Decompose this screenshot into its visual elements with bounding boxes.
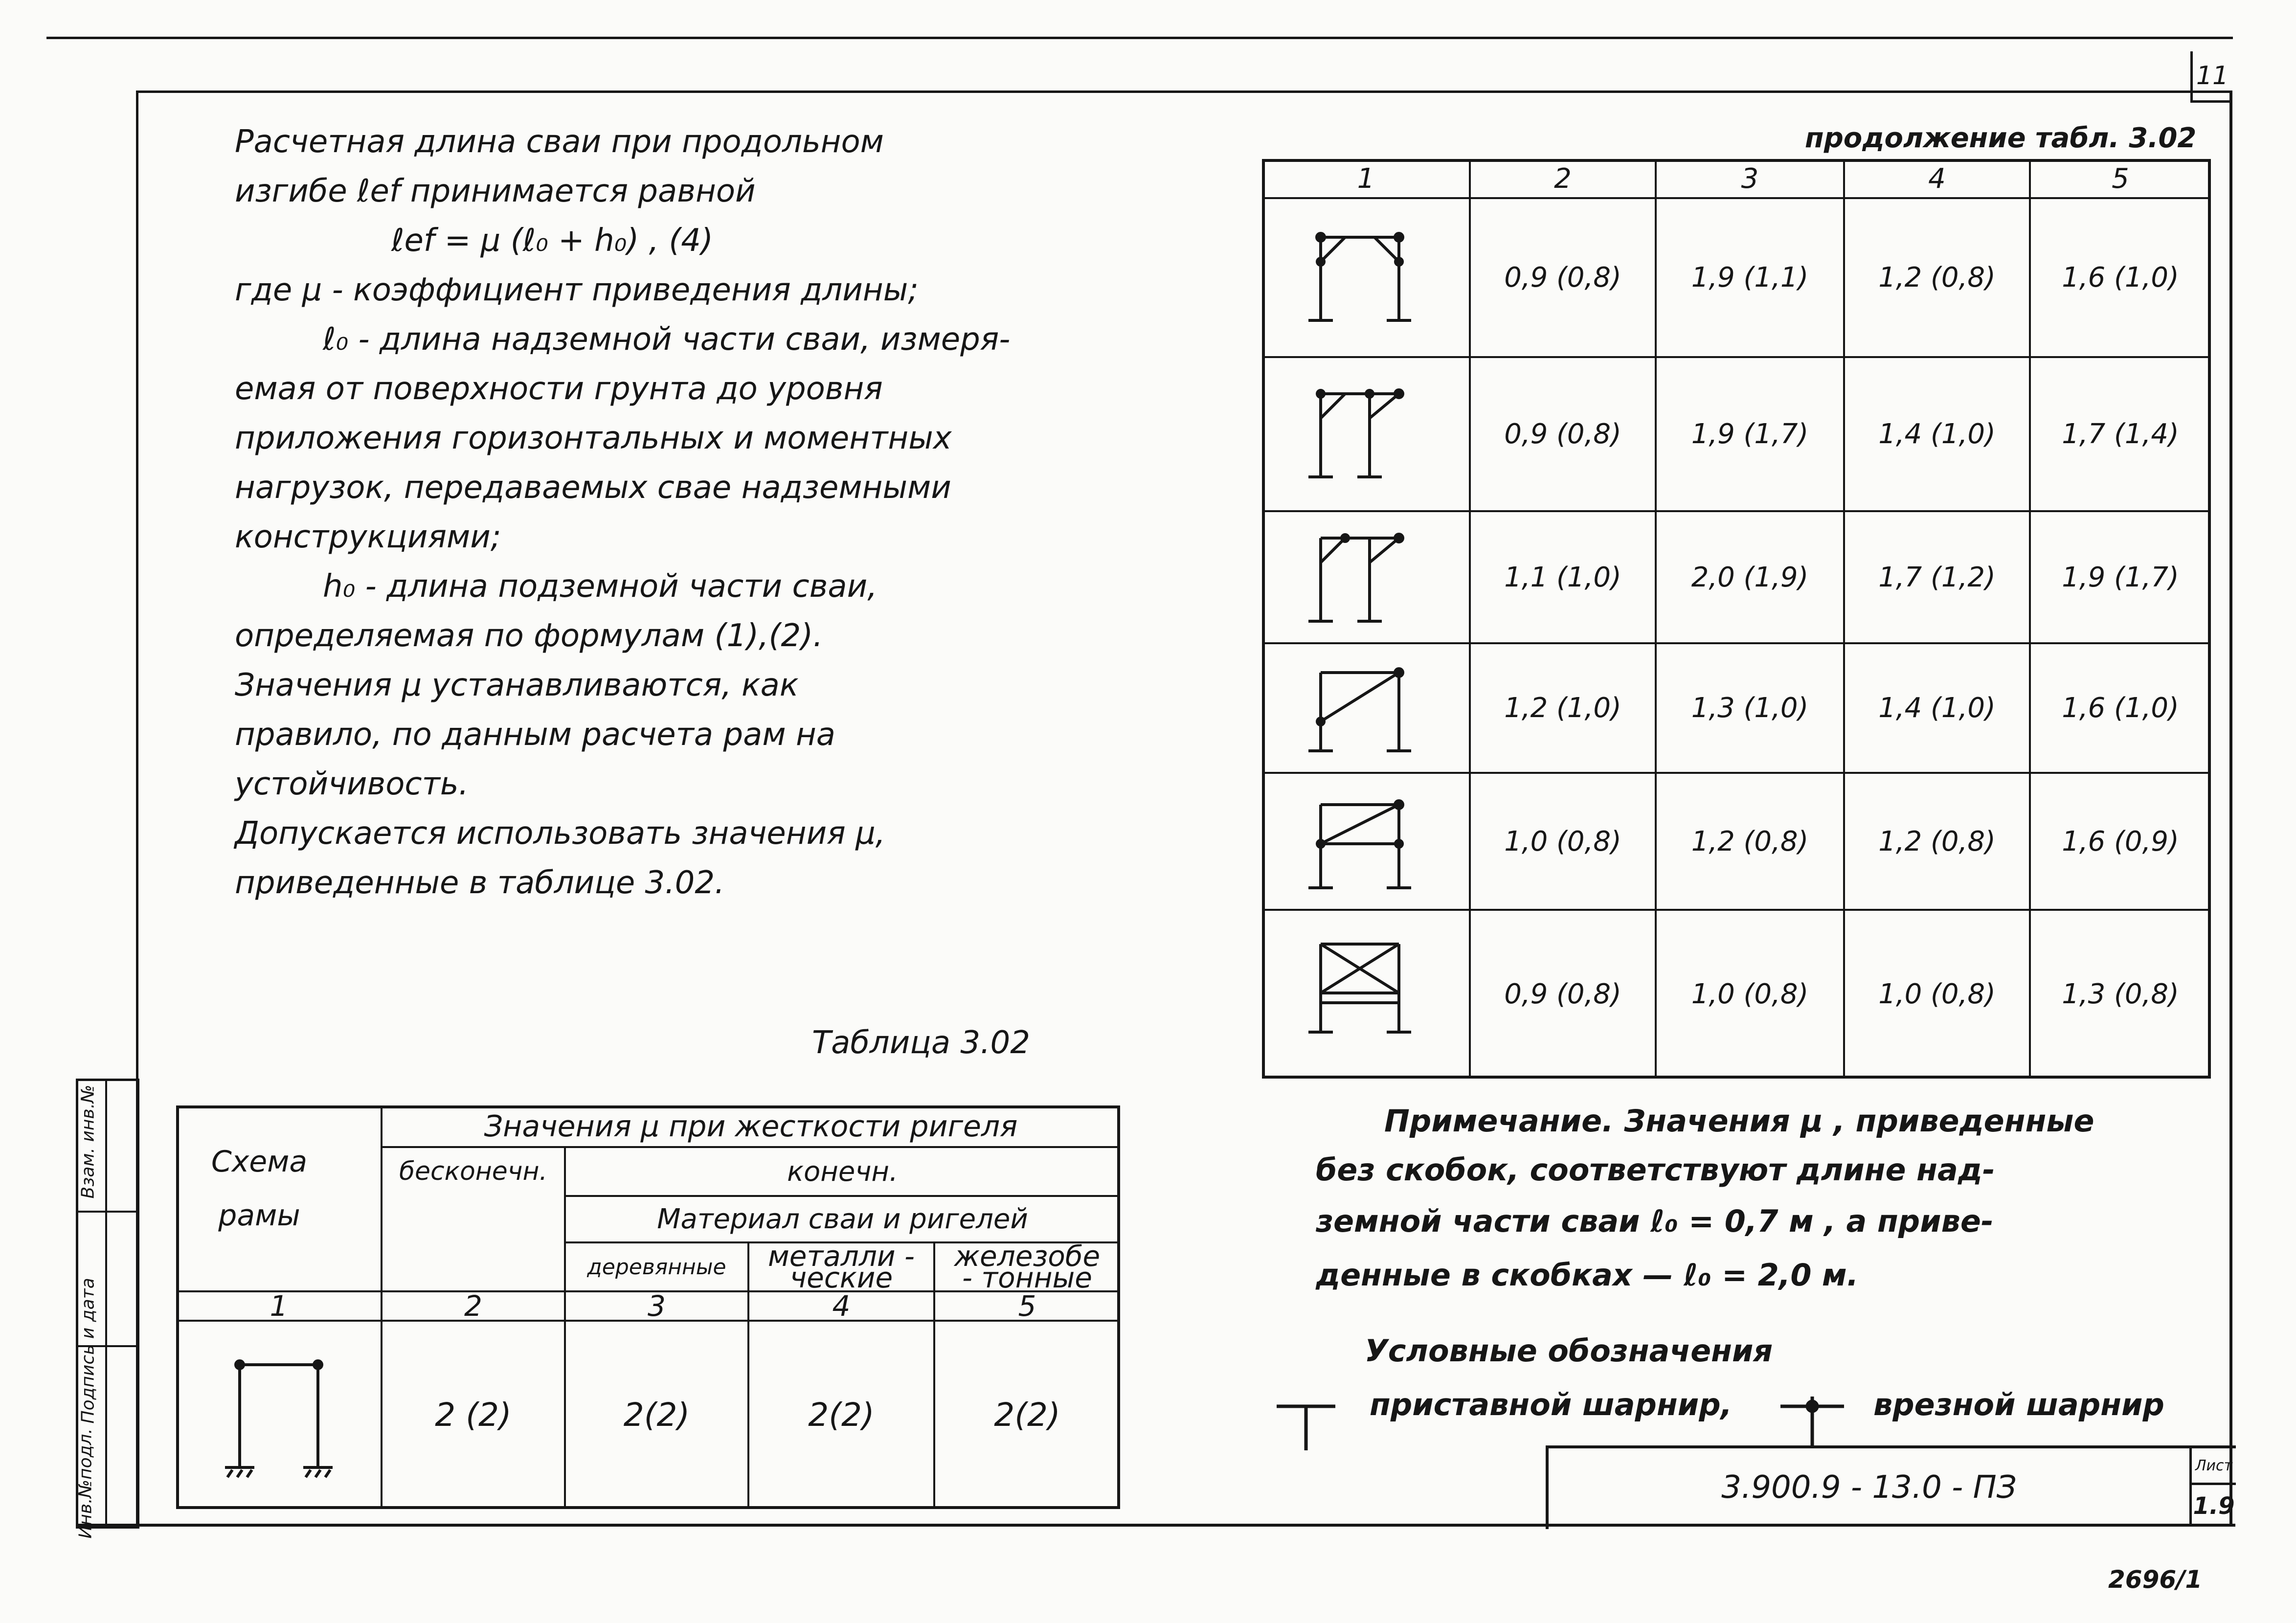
note-line: Примечание. Значения μ , приведенные xyxy=(1384,1103,2094,1139)
table-3-02-continued xyxy=(1262,159,2211,1079)
frame-top xyxy=(137,90,2230,93)
legend-attached-hinge: приставной шарнир, xyxy=(1370,1387,1733,1422)
col-number: 5 xyxy=(1018,1289,1036,1323)
col-number: 3 xyxy=(648,1289,666,1323)
table-value: 1,6 (1,0) xyxy=(2062,262,2179,293)
table-value: 1,3 (1,0) xyxy=(1691,692,1809,724)
table-value: 2(2) xyxy=(994,1396,1060,1434)
page-number: 11 xyxy=(2196,61,2229,90)
body-line: изгибе ℓef принимается равной xyxy=(235,173,756,209)
body-line: Значения μ устанавливаются, как xyxy=(235,667,799,703)
table-head-concrete: железобе - тонные xyxy=(954,1240,1101,1294)
legend-title: Условные обозначения xyxy=(1365,1333,1773,1369)
braced-portal-frame-icon xyxy=(1296,223,1423,340)
body-line: Допускается использовать значения μ, xyxy=(235,815,886,852)
table-value: 1,6 (1,0) xyxy=(2062,692,2179,724)
table-value: 1,7 (1,4) xyxy=(2062,418,2179,450)
continuation-label: продолжение табл. 3.02 xyxy=(1805,122,2197,154)
body-line: приведенные в таблице 3.02. xyxy=(235,865,725,901)
single-brace-frame-alt-icon xyxy=(1296,523,1423,636)
body-line: правило, по данным расчета рам на xyxy=(235,717,835,753)
body-line: емая от поверхности грунта до уровня xyxy=(235,371,883,407)
title-block xyxy=(1546,1445,2236,1529)
drawing-code: 3.900.9 - 13.0 - ПЗ xyxy=(1721,1469,2017,1506)
table-value: 2 (2) xyxy=(435,1396,512,1434)
note-line: денные в скобках — ℓ₀ = 2,0 м. xyxy=(1316,1257,1859,1293)
table-head-infinite: бесконечн. xyxy=(399,1157,548,1186)
body-text xyxy=(235,117,1115,908)
table-value: 1,2 (0,8) xyxy=(1878,262,1996,293)
table-value: 2,0 (1,9) xyxy=(1691,561,1809,593)
inset-hinge-icon xyxy=(1776,1392,1849,1450)
table-value: 1,2 (0,8) xyxy=(1691,825,1809,857)
top-rule xyxy=(46,37,2233,39)
table-head-metal: металли - ческие xyxy=(768,1240,915,1294)
single-brace-frame-icon xyxy=(1296,379,1423,496)
col-number: 4 xyxy=(1928,162,1946,195)
col-number: 4 xyxy=(832,1289,851,1323)
body-line: определяемая по формулам (1),(2). xyxy=(235,618,823,654)
formula: ℓef = μ (ℓ₀ + h₀) , (4) xyxy=(391,223,713,259)
note-line: без скобок, соответствуют длине над- xyxy=(1316,1152,1995,1188)
body-line: приложения горизонтальных и моментных xyxy=(235,420,952,456)
stamp-field-replaced: Взам. инв.№ xyxy=(78,1084,98,1199)
table-value: 2(2) xyxy=(623,1396,690,1434)
body-line: где μ - коэффициент приведения длины; xyxy=(235,272,919,308)
stamp-field-signature: Подпись и дата xyxy=(78,1278,98,1424)
sheet-number: 1.9 xyxy=(2193,1492,2235,1520)
table-value: 1,9 (1,1) xyxy=(1691,262,1809,293)
archive-number: 2696/1 xyxy=(2108,1565,2203,1594)
table-value: 0,9 (0,8) xyxy=(1504,978,1621,1010)
body-line: Расчетная длина сваи при продольном xyxy=(235,124,884,160)
table-value: 1,4 (1,0) xyxy=(1878,692,1996,724)
attached-hinge-icon xyxy=(1272,1397,1340,1455)
note-line: земной части сваи ℓ₀ = 0,7 м , а приве- xyxy=(1316,1203,1994,1239)
table-value: 1,0 (0,8) xyxy=(1691,978,1809,1010)
table-value: 1,3 (0,8) xyxy=(2062,978,2179,1010)
table-title: Таблица 3.02 xyxy=(812,1025,1030,1061)
body-line: конструкциями; xyxy=(235,519,501,555)
portal-frame-icon xyxy=(220,1345,338,1492)
sheet-label: Лист xyxy=(2195,1457,2233,1474)
table-value: 1,0 (0,8) xyxy=(1504,825,1621,857)
table-value: 1,9 (1,7) xyxy=(1691,418,1809,450)
col-number: 2 xyxy=(464,1289,482,1323)
table-value: 2(2) xyxy=(808,1396,875,1434)
body-line: h₀ - длина подземной части сваи, xyxy=(323,568,878,605)
table-value: 1,2 (0,8) xyxy=(1878,825,1996,857)
table-value: 1,7 (1,2) xyxy=(1878,561,1996,593)
col-number: 2 xyxy=(1554,162,1572,195)
table-head-finite: конечн. xyxy=(787,1155,898,1188)
legend-inset-hinge: врезной шарнир xyxy=(1873,1387,2164,1422)
table-value: 1,2 (1,0) xyxy=(1504,692,1621,724)
table-value: 1,4 (1,0) xyxy=(1878,418,1996,450)
table-head-wood: деревянные xyxy=(587,1254,726,1280)
col-number: 1 xyxy=(1357,162,1375,195)
cross-braced-frame-icon xyxy=(1296,929,1423,1052)
table-value: 1,0 (0,8) xyxy=(1878,978,1996,1010)
table-value: 1,9 (1,7) xyxy=(2062,561,2179,593)
col-number: 1 xyxy=(270,1289,288,1323)
table-head-material: Материал сваи и ригелей xyxy=(657,1203,1028,1235)
body-line: устойчивость. xyxy=(235,766,469,802)
table-value: 1,6 (0,9) xyxy=(2062,825,2179,857)
table-3-02 xyxy=(176,1105,1120,1509)
table-value: 0,9 (0,8) xyxy=(1504,418,1621,450)
col-number: 3 xyxy=(1741,162,1759,195)
stamp-field-inventory: Инв.№подл. xyxy=(75,1428,96,1539)
table-head-scheme: Схема рамы xyxy=(211,1145,308,1233)
body-line: ℓ₀ - длина надземной части сваи, измеря- xyxy=(323,321,1011,358)
table-value: 0,9 (0,8) xyxy=(1504,262,1621,293)
two-tier-braced-frame-icon xyxy=(1296,790,1433,902)
frame-right xyxy=(2229,90,2232,1526)
col-number: 5 xyxy=(2112,162,2129,195)
diagonal-braced-frame-icon xyxy=(1296,658,1423,766)
side-stamp xyxy=(75,1079,139,1539)
table-value: 1,1 (1,0) xyxy=(1504,561,1621,593)
page-number-box xyxy=(2190,51,2232,103)
table-head-values: Значения μ при жесткости ригеля xyxy=(484,1109,1018,1144)
body-line: нагрузок, передаваемых свае надземными xyxy=(235,470,951,506)
